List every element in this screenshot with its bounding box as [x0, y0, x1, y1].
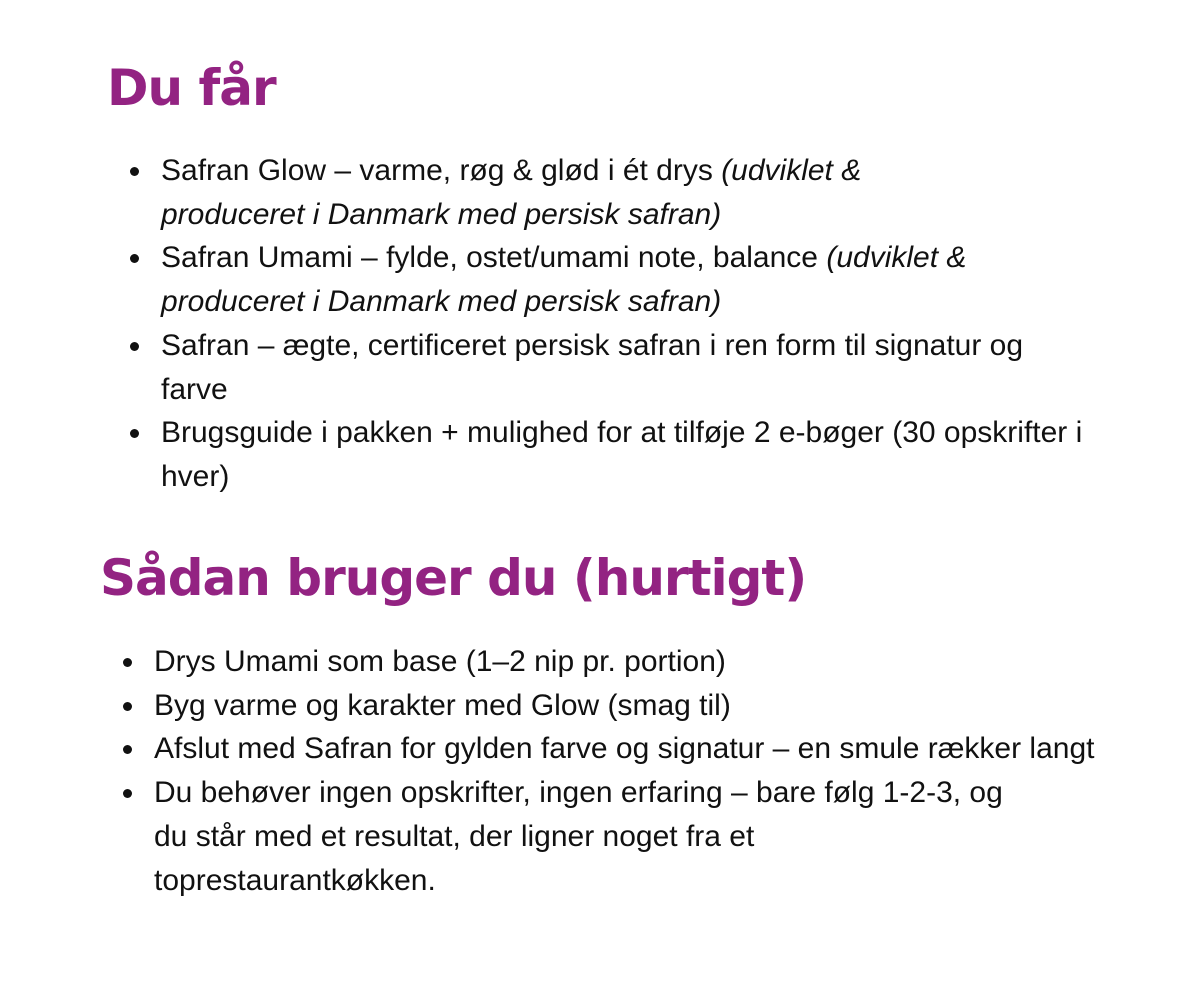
section-title-saadan-bruger-du: Sådan bruger du (hurtigt)	[100, 549, 807, 607]
item-text: Byg varme og karakter med Glow (smag til)	[154, 688, 731, 722]
list-item	[130, 324, 1041, 411]
item-text: Brugsguide i pakken + mulighed for at tilføje 2 e-bøger (30 opskrifter i hver)	[161, 416, 1083, 493]
item-text: Drys Umami som base (1–2 nip pr. portion)	[154, 645, 726, 678]
item-text: Du behøver ingen opskrifter, ingen erfaring – bare følg 1-2-3, og du står med et resultat, der ligner noget fra et toprestaurantkøkken.	[154, 776, 1003, 897]
list-item	[123, 684, 1104, 728]
list-item	[123, 771, 1034, 902]
item-text: Safran – ægte, certificeret persisk safran i ren form til signatur og farve	[161, 328, 1024, 406]
item-text: Safran Glow – varme, røg & glød i ét drys	[161, 154, 722, 187]
item-note: (udviklet & produceret i Danmark med persisk safran)	[161, 154, 862, 231]
list-item	[123, 727, 1104, 771]
item-text: Safran Umami – fylde, ostet/umami note, balance	[161, 241, 827, 275]
list-item	[130, 236, 1031, 323]
list-item	[130, 149, 996, 236]
list-item	[123, 640, 1104, 684]
list-item	[130, 411, 1111, 498]
usage-steps-list	[123, 640, 1123, 902]
included-items-list	[130, 149, 1130, 499]
item-note: (udviklet & produceret i Danmark med persisk safran)	[161, 241, 967, 319]
section-title-du-faar: Du får	[107, 59, 276, 117]
item-text: Afslut med Safran for gylden farve og signatur – en smule rækker langt	[154, 732, 1095, 766]
